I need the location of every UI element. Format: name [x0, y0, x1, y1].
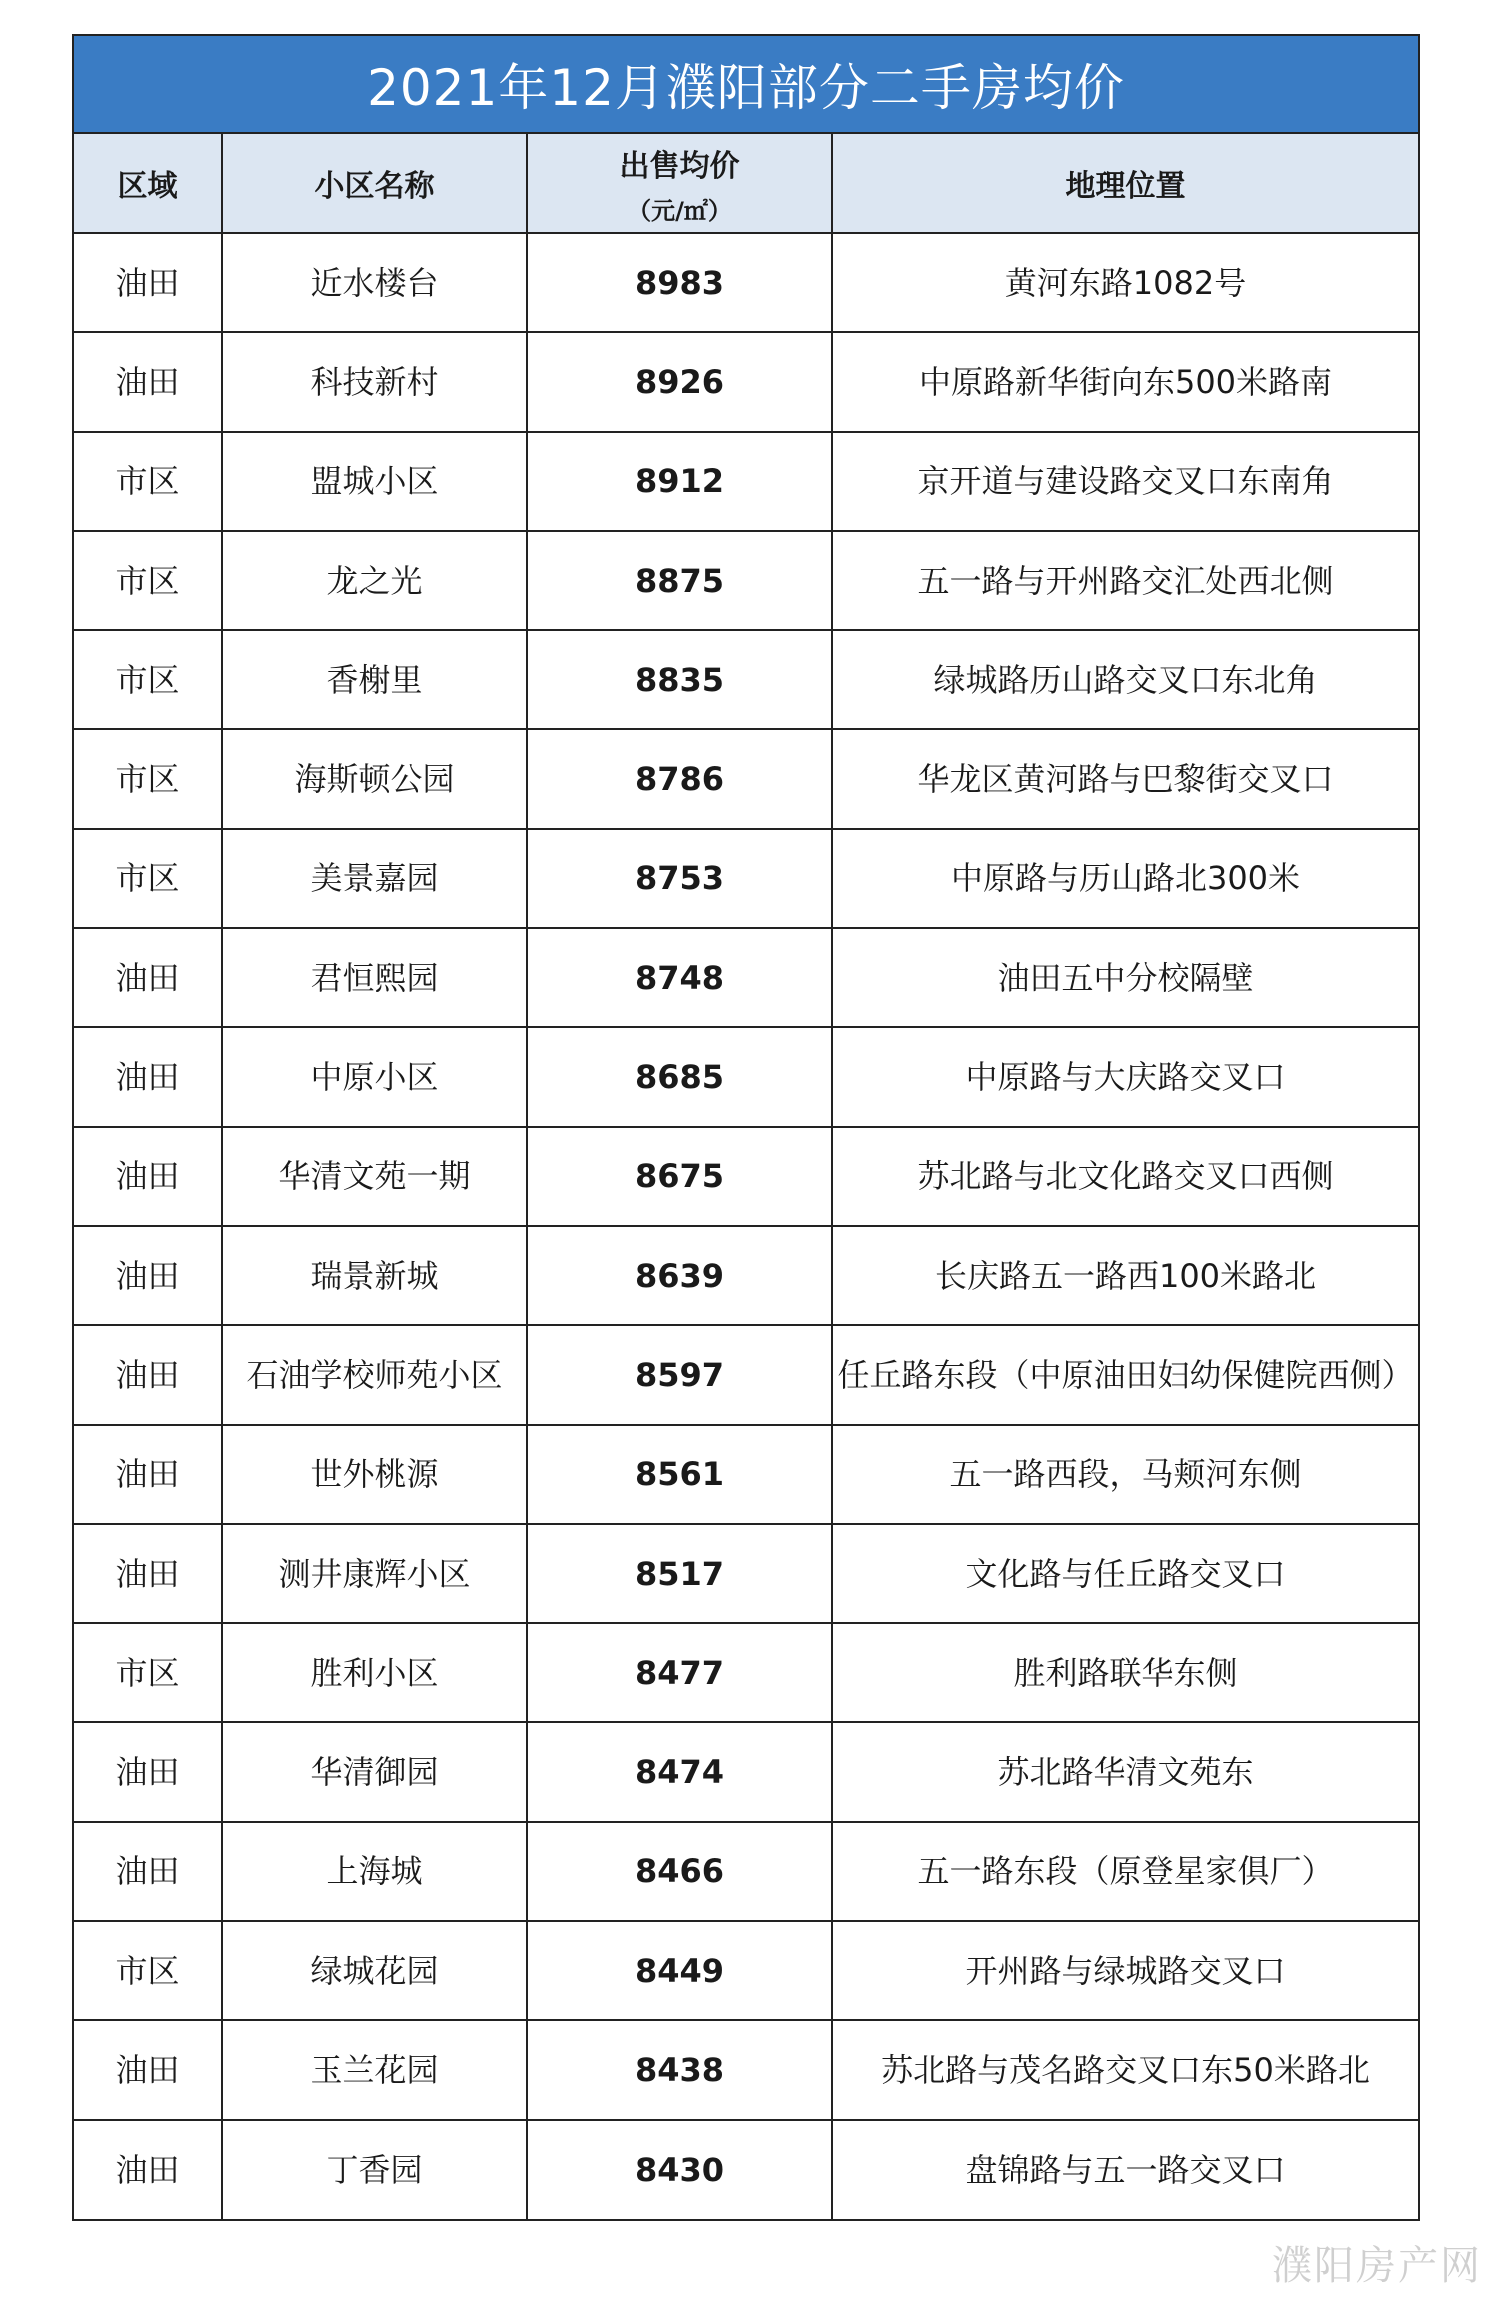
cell-price: 8597 [527, 1325, 832, 1424]
cell-price: 8430 [527, 2120, 832, 2219]
cell-price: 8561 [527, 1425, 832, 1524]
cell-location: 五一路西段，马颊河东侧 [832, 1425, 1418, 1524]
cell-price: 8517 [527, 1524, 832, 1623]
cell-location: 中原路与大庆路交叉口 [832, 1027, 1418, 1126]
table-body [74, 233, 1418, 2219]
cell-area: 油田 [74, 1425, 222, 1524]
table-row [74, 829, 1418, 928]
cell-name: 盟城小区 [222, 432, 527, 531]
cell-name: 科技新村 [222, 332, 527, 431]
cell-price: 8835 [527, 630, 832, 729]
table-row [74, 1822, 1418, 1921]
cell-location: 开州路与绿城路交叉口 [832, 1921, 1418, 2020]
cell-area: 市区 [74, 432, 222, 531]
cell-name: 上海城 [222, 1822, 527, 1921]
watermark-logo: 濮阳房产网 [1272, 2243, 1482, 2289]
cell-location: 五一路与开州路交汇处西北侧 [832, 531, 1418, 630]
cell-name: 近水楼台 [222, 233, 527, 332]
cell-area: 市区 [74, 1623, 222, 1722]
cell-name: 美景嘉园 [222, 829, 527, 928]
cell-price: 8685 [527, 1027, 832, 1126]
price-table [74, 134, 1418, 2219]
cell-price: 8438 [527, 2020, 832, 2119]
table-row [74, 1623, 1418, 1722]
table-row [74, 729, 1418, 828]
cell-price: 8639 [527, 1226, 832, 1325]
cell-location: 油田五中分校隔壁 [832, 928, 1418, 1027]
cell-name: 丁香园 [222, 2120, 527, 2219]
cell-location: 黄河东路1082号 [832, 233, 1418, 332]
cell-name: 石油学校师苑小区 [222, 1325, 527, 1424]
table-row [74, 1226, 1418, 1325]
table-row [74, 2120, 1418, 2219]
cell-name: 中原小区 [222, 1027, 527, 1126]
cell-location: 绿城路历山路交叉口东北角 [832, 630, 1418, 729]
header-location: 地理位置 [832, 134, 1418, 233]
cell-price: 8926 [527, 332, 832, 431]
table-row [74, 1027, 1418, 1126]
cell-area: 油田 [74, 1027, 222, 1126]
cell-price: 8675 [527, 1127, 832, 1226]
cell-name: 瑞景新城 [222, 1226, 527, 1325]
cell-area: 市区 [74, 630, 222, 729]
cell-area: 油田 [74, 928, 222, 1027]
table-row [74, 1921, 1418, 2020]
cell-price: 8466 [527, 1822, 832, 1921]
table-row [74, 1524, 1418, 1623]
table-row [74, 2020, 1418, 2119]
table-header-row [74, 134, 1418, 233]
table-row [74, 1425, 1418, 1524]
cell-name: 君恒熙园 [222, 928, 527, 1027]
cell-name: 华清文苑一期 [222, 1127, 527, 1226]
table-row [74, 1722, 1418, 1821]
cell-location: 长庆路五一路西100米路北 [832, 1226, 1418, 1325]
cell-area: 油田 [74, 233, 222, 332]
table-row [74, 531, 1418, 630]
table-row [74, 332, 1418, 431]
cell-location: 苏北路与茂名路交叉口东50米路北 [832, 2020, 1418, 2119]
cell-price: 8912 [527, 432, 832, 531]
cell-price: 8474 [527, 1722, 832, 1821]
cell-area: 油田 [74, 2020, 222, 2119]
header-price-unit: （元/㎡） [627, 196, 732, 225]
header-price-label: 出售均价 [619, 148, 740, 184]
cell-area: 油田 [74, 332, 222, 431]
cell-name: 龙之光 [222, 531, 527, 630]
cell-price: 8983 [527, 233, 832, 332]
table-row [74, 630, 1418, 729]
cell-location: 文化路与任丘路交叉口 [832, 1524, 1418, 1623]
cell-area: 油田 [74, 2120, 222, 2219]
cell-name: 香榭里 [222, 630, 527, 729]
cell-location: 胜利路联华东侧 [832, 1623, 1418, 1722]
cell-price: 8449 [527, 1921, 832, 2020]
cell-area: 油田 [74, 1127, 222, 1226]
cell-name: 绿城花园 [222, 1921, 527, 2020]
table-row [74, 1325, 1418, 1424]
cell-price: 8748 [527, 928, 832, 1027]
cell-location: 华龙区黄河路与巴黎街交叉口 [832, 729, 1418, 828]
cell-name: 玉兰花园 [222, 2020, 527, 2119]
header-price [527, 134, 832, 233]
cell-price: 8753 [527, 829, 832, 928]
cell-area: 油田 [74, 1325, 222, 1424]
cell-price: 8477 [527, 1623, 832, 1722]
cell-location: 盘锦路与五一路交叉口 [832, 2120, 1418, 2219]
cell-location: 任丘路东段（中原油田妇幼保健院西侧） [832, 1325, 1418, 1424]
cell-name: 海斯顿公园 [222, 729, 527, 828]
header-name: 小区名称 [222, 134, 527, 233]
cell-name: 世外桃源 [222, 1425, 527, 1524]
cell-location: 五一路东段（原登星家俱厂） [832, 1822, 1418, 1921]
table-row [74, 1127, 1418, 1226]
cell-location: 苏北路华清文苑东 [832, 1722, 1418, 1821]
cell-location: 京开道与建设路交叉口东南角 [832, 432, 1418, 531]
header-area: 区域 [74, 134, 222, 233]
price-table-sheet [72, 34, 1420, 2221]
cell-area: 市区 [74, 1921, 222, 2020]
table-row [74, 432, 1418, 531]
cell-area: 市区 [74, 829, 222, 928]
cell-name: 测井康辉小区 [222, 1524, 527, 1623]
table-row [74, 233, 1418, 332]
cell-area: 油田 [74, 1226, 222, 1325]
cell-location: 苏北路与北文化路交叉口西侧 [832, 1127, 1418, 1226]
cell-area: 油田 [74, 1722, 222, 1821]
cell-area: 市区 [74, 729, 222, 828]
cell-area: 市区 [74, 531, 222, 630]
cell-location: 中原路与历山路北300米 [832, 829, 1418, 928]
table-title: 2021年12月濮阳部分二手房均价 [74, 36, 1418, 134]
cell-area: 油田 [74, 1822, 222, 1921]
cell-area: 油田 [74, 1524, 222, 1623]
cell-location: 中原路新华街向东500米路南 [832, 332, 1418, 431]
table-row [74, 928, 1418, 1027]
cell-name: 华清御园 [222, 1722, 527, 1821]
cell-name: 胜利小区 [222, 1623, 527, 1722]
cell-price: 8875 [527, 531, 832, 630]
cell-price: 8786 [527, 729, 832, 828]
